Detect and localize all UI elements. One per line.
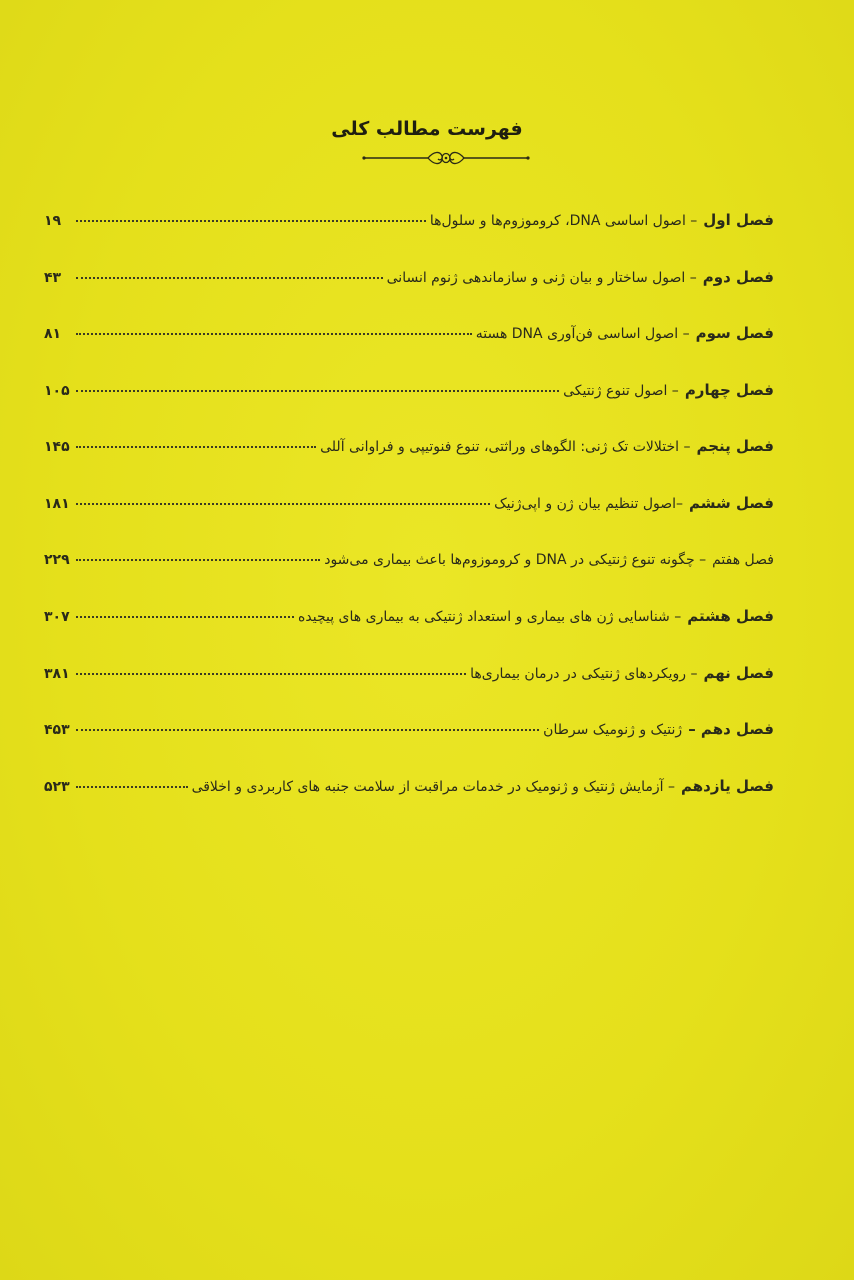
dot-leader	[76, 559, 320, 561]
chapter-description: – اصول تنوع ژنتیکی	[563, 382, 679, 399]
toc-entry	[44, 663, 774, 720]
page-number: ۸۱	[44, 326, 62, 343]
chapter-description: – اصول اساسی DNA، کروموزوم‌ها و سلول‌ها	[429, 213, 698, 229]
page-number: ۱۴۵	[44, 439, 70, 456]
chapter-label: فصل یازدهم	[681, 776, 774, 795]
toc-entry	[44, 323, 774, 380]
page-number: ۴۵۳	[44, 722, 70, 739]
page-title: فهرست مطالب کلی	[331, 118, 523, 140]
toc-entry	[44, 776, 774, 833]
chapter-label: فصل نهم	[703, 663, 774, 682]
chapter-description: – اصول ساختار و بیان ژنی و سازماندهی ژنوم انسانی	[386, 269, 697, 286]
page-number: ۱۸۱	[44, 495, 70, 512]
dot-leader	[76, 729, 539, 731]
chapter-label: فصل ششم	[689, 493, 774, 512]
chapter-label: فصل سوم	[695, 324, 774, 343]
toc-entry	[44, 550, 774, 607]
toc-entry	[44, 719, 774, 776]
dot-leader	[76, 446, 316, 448]
chapter-description: – اصول اساسی فن‌آوری DNA هسته	[475, 326, 690, 343]
chapter-description: ژنتیک و ژنومیک سرطان	[543, 722, 683, 739]
dot-leader	[76, 673, 466, 675]
chapter-description: – رویکردهای ژنتیکی در درمان بیماری‌ها	[470, 665, 698, 682]
page-number: ۲۲۹	[44, 551, 70, 568]
title-ornament-divider	[362, 148, 530, 168]
dot-leader	[76, 220, 426, 222]
dot-leader	[76, 616, 294, 618]
chapter-label: فصل دهم –	[688, 720, 774, 739]
chapter-description: –اصول تنظیم بیان ژن و اپی‌ژنیک	[494, 495, 683, 512]
page-number: ۴۳	[44, 269, 62, 286]
dot-leader	[76, 786, 188, 788]
dot-leader	[76, 277, 383, 279]
chapter-description: – آزمایش ژنتیک و ژنومیک در خدمات مراقبت از سلامت جنبه های کاربردی و اخلاقی	[191, 778, 676, 795]
chapter-label: فصل دوم	[702, 267, 774, 286]
chapter-description: – شناسایی ژن های بیماری و استعداد ژنتیکی به بیماری های پیچیده	[298, 609, 682, 626]
toc-entry	[44, 606, 774, 663]
toc-entry	[44, 267, 774, 324]
toc-entry	[44, 493, 774, 550]
dot-leader	[76, 503, 490, 505]
page-number: ۳۰۷	[44, 609, 70, 626]
chapter-label: فصل چهارم	[684, 380, 774, 399]
chapter-label: فصل اول	[703, 211, 774, 229]
dot-leader	[76, 390, 559, 392]
chapter-label: فصل هشتم	[687, 607, 774, 626]
chapter-description: – اختلالات تک ژنی: الگوهای وراثتی، تنوع فنوتیپی و فراوانی آللی	[320, 439, 691, 456]
table-of-contents	[44, 210, 774, 833]
page-number: ۱۹	[44, 213, 62, 229]
dot-leader	[76, 333, 472, 335]
chapter-label: فصل پنجم	[696, 437, 774, 456]
page-number: ۳۸۱	[44, 665, 70, 682]
page-number: ۱۰۵	[44, 382, 70, 399]
toc-entry	[44, 436, 774, 493]
page-number: ۵۲۳	[44, 778, 70, 795]
chapter-description: – چگونه تنوع ژنتیکی در DNA و کروموزوم‌ها باعث بیماری می‌شود	[324, 551, 707, 568]
toc-entry	[44, 380, 774, 437]
chapter-label: فصل هفتم	[712, 551, 774, 568]
toc-entry	[44, 210, 774, 267]
